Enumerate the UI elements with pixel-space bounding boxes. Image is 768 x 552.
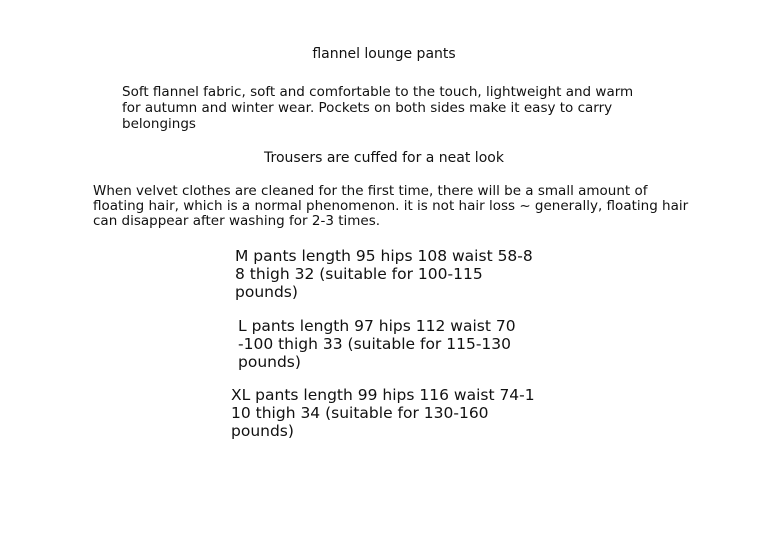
size-l-spec: [238, 317, 516, 371]
size-spec-line: pounds): [231, 422, 294, 440]
product-description: [122, 84, 633, 132]
size-spec-line: pounds): [235, 283, 298, 301]
description-line: for autumn and winter wear. Pockets on both sides make it easy to carry: [122, 100, 613, 116]
cuff-note: Trousers are cuffed for a neat look: [264, 150, 504, 166]
size-spec-line: 8 thigh 32 (suitable for 100-115: [235, 265, 483, 283]
description-line: belongings: [122, 116, 196, 132]
size-spec-line: -100 thigh 33 (suitable for 115-130: [238, 335, 511, 353]
description-line: Soft flannel fabric, soft and comfortable to the touch, lightweight and warm: [122, 84, 634, 100]
size-spec-line: XL pants length 99 hips 116 waist 74-1: [231, 386, 535, 404]
size-spec-line: 10 thigh 34 (suitable for 130-160: [231, 404, 489, 422]
size-m-spec: [235, 247, 533, 301]
care-line: can disappear after washing for 2-3 times.: [93, 213, 381, 229]
care-line: floating hair, which is a normal phenomenon. it is not hair loss ~ generally, floating hair: [93, 198, 689, 214]
size-spec-line: M pants length 95 hips 108 waist 58-8: [235, 247, 533, 265]
product-title: flannel lounge pants: [312, 46, 456, 62]
size-spec-line: L pants length 97 hips 112 waist 70: [238, 317, 516, 335]
size-xl-spec: [231, 386, 535, 440]
care-note: [93, 184, 688, 229]
size-spec-line: pounds): [238, 353, 301, 371]
care-line: When velvet clothes are cleaned for the first time, there will be a small amount of: [93, 183, 648, 199]
